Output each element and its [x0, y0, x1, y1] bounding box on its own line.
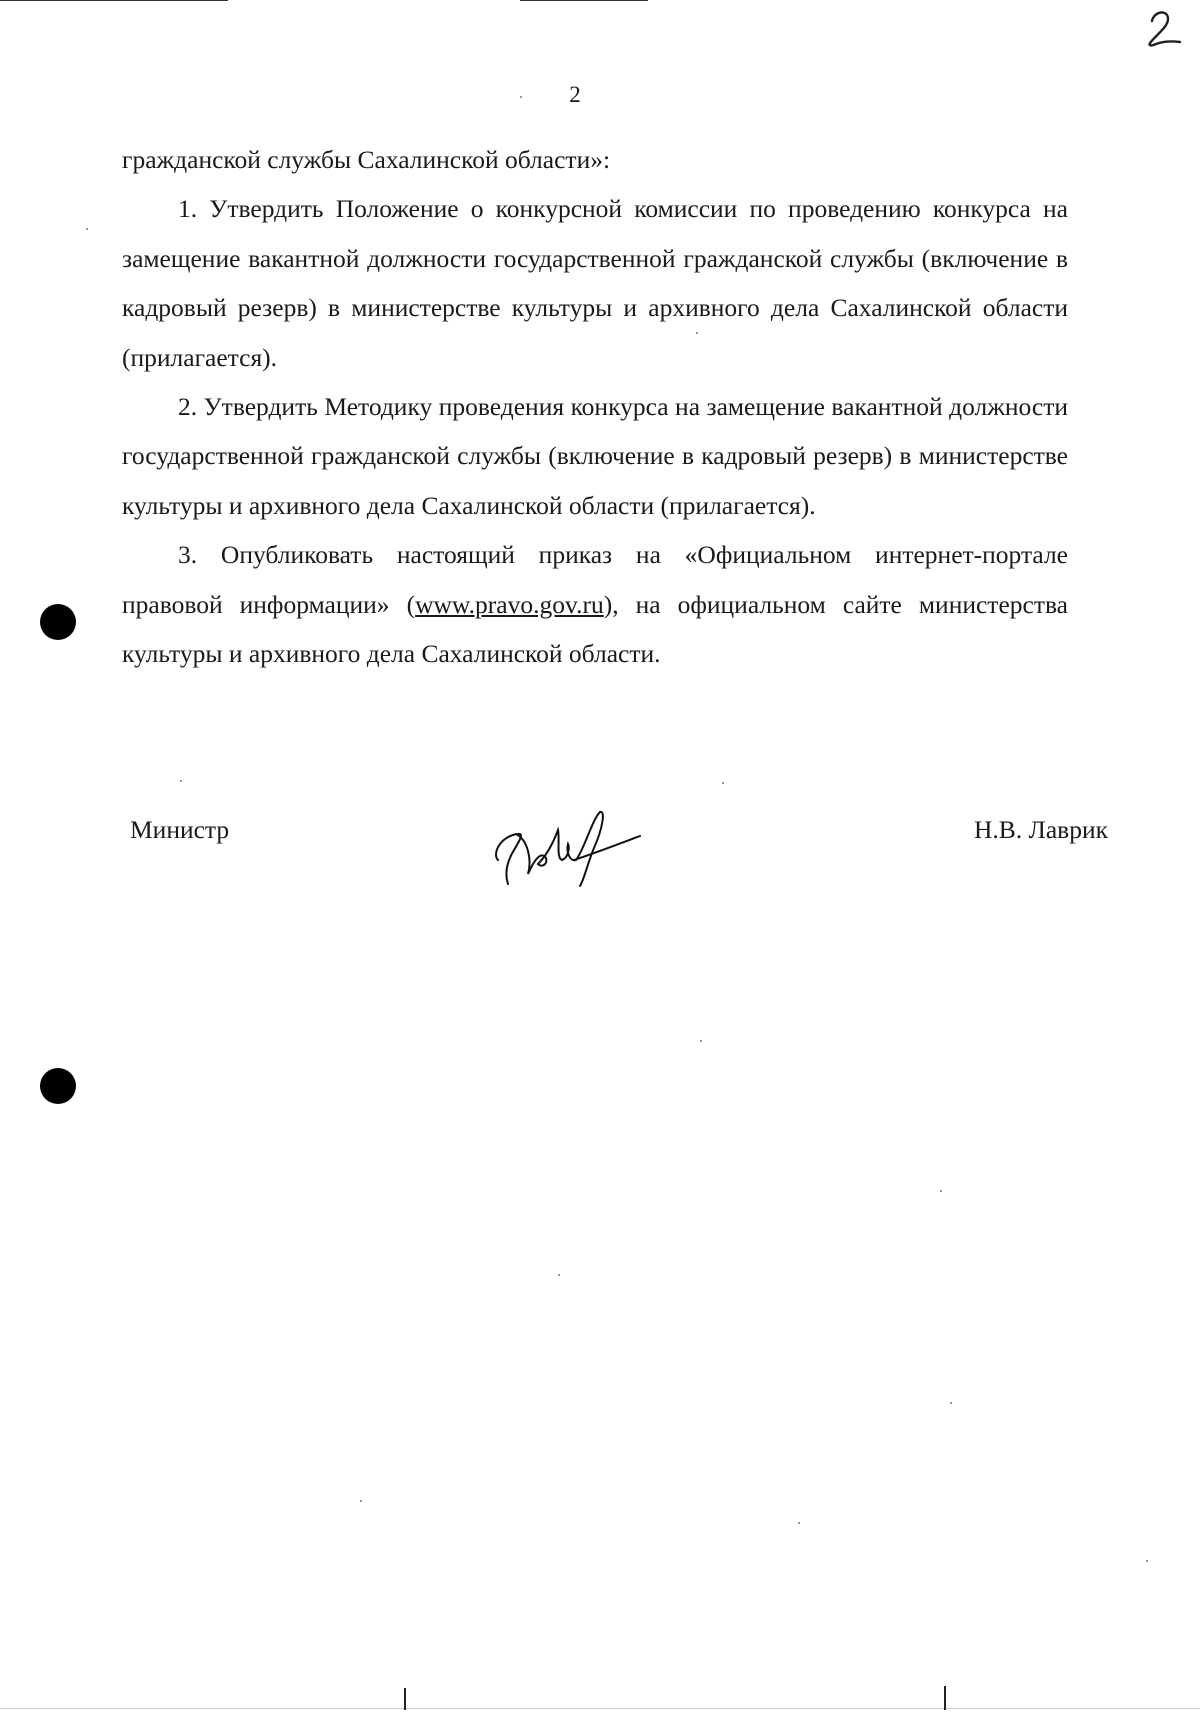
scan-speck [950, 1402, 952, 1404]
scan-speck [940, 1190, 942, 1192]
punch-hole [40, 1068, 76, 1104]
scan-speck [558, 1274, 560, 1276]
binding-mark [404, 1688, 406, 1710]
scan-speck [1146, 1560, 1148, 1562]
signature-block [0, 800, 1200, 900]
paragraph-item-2: 2. Утвердить Методику проведения конкурса на замещение вакантной должности государственной гражданской службы (включение в кадровый резерв) в министерстве культуры и архивного дела Сахалинской области (прилагается). [122, 392, 1068, 520]
signatory-name: Н.В. Лаврик [974, 815, 1108, 844]
scan-speck [700, 1040, 702, 1042]
page-number: 2 [569, 82, 581, 107]
signatory-title: Министр [130, 815, 230, 844]
pravo-gov-link[interactable]: www.pravo.gov.ru [415, 589, 604, 619]
scan-speck [798, 1522, 800, 1524]
punch-hole [40, 604, 76, 640]
scan-edge-line [0, 1708, 1200, 1709]
paragraph-item-1: 1. Утвердить Положение о конкурсной комиссии по проведению конкурса на замещение вакантной должности государственной гражданской службы (включение в кадровый резерв) в министерстве культуры и архивного дела Сахалинской области (прилагается). [122, 194, 1068, 372]
document-body [122, 135, 1068, 678]
paragraph-item-3 [122, 530, 1068, 678]
scan-edge-line [520, 0, 648, 1]
handwritten-signature [488, 800, 648, 892]
scan-speck [360, 1500, 362, 1502]
handwritten-page-number [1140, 5, 1196, 53]
paragraph-continuation: гражданской службы Сахалинской области»: [122, 145, 611, 174]
scan-speck [86, 228, 88, 230]
scan-speck [520, 96, 522, 98]
scan-speck [722, 782, 724, 784]
scan-speck [180, 780, 182, 782]
scan-edge-line [0, 0, 228, 1]
scan-speck [696, 332, 698, 334]
item-3-text-after: ), на официальном сайте министерства культуры и архивного дела Сахалинской области. [122, 589, 1069, 669]
binding-mark [944, 1686, 946, 1710]
item-3-text-before: 3. Опубликовать настоящий приказ на «Официальном интернет-портале правовой информации» ( [122, 540, 1068, 619]
